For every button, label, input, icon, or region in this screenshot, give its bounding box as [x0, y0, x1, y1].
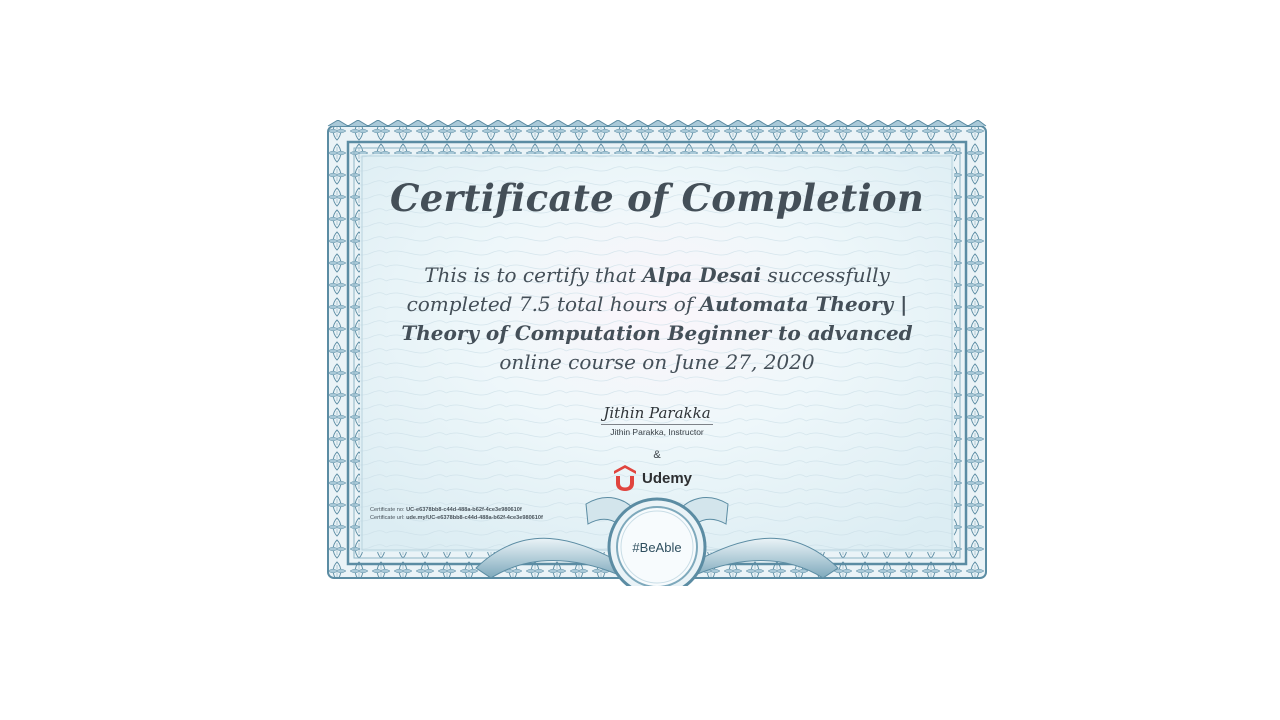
certificate-number-line	[370, 506, 543, 514]
student-name: Alpa Desai	[642, 263, 762, 287]
certificate-url-label: Certificate url:	[370, 515, 407, 521]
course-hours: 7.5 total hours	[518, 292, 668, 316]
certificate-number-label: Certificate no:	[370, 507, 407, 513]
certificate	[326, 120, 988, 586]
statement-mid-3: online course on	[499, 350, 674, 374]
signature-block	[582, 402, 732, 437]
course-title: Automata Theory | Theory of Computation Beginner to advanced	[401, 292, 913, 345]
udemy-brand	[610, 463, 692, 493]
statement-mid-2: of	[667, 292, 700, 316]
statement-mid-1: successfully completed	[406, 263, 890, 316]
certificate-title: Certificate of Completion	[389, 176, 925, 220]
certificate-number: UC-e6378bb8-c44d-488a-b62f-4ce3e980610f	[406, 507, 522, 513]
beable-badge: #BeAble	[632, 540, 682, 555]
udemy-wordmark: Udemy	[642, 469, 693, 487]
signature-handwriting: Jithin Parakka	[603, 404, 711, 422]
certificate-statement	[376, 261, 938, 377]
ampersand: &	[653, 449, 661, 461]
udemy-logo-icon	[610, 464, 640, 492]
certificate-metadata	[370, 506, 543, 522]
signature-line	[601, 424, 713, 425]
certificate-url[interactable]: ude.my/UC-e6378bb8-c44d-488a-b62f-4ce3e980610f	[406, 515, 543, 521]
certificate-url-line	[370, 514, 543, 522]
statement-intro: This is to certify that	[424, 263, 643, 287]
instructor-signature	[598, 402, 716, 424]
completion-date: June 27, 2020	[673, 350, 815, 374]
instructor-caption: Jithin Parakka, Instructor	[610, 427, 704, 437]
